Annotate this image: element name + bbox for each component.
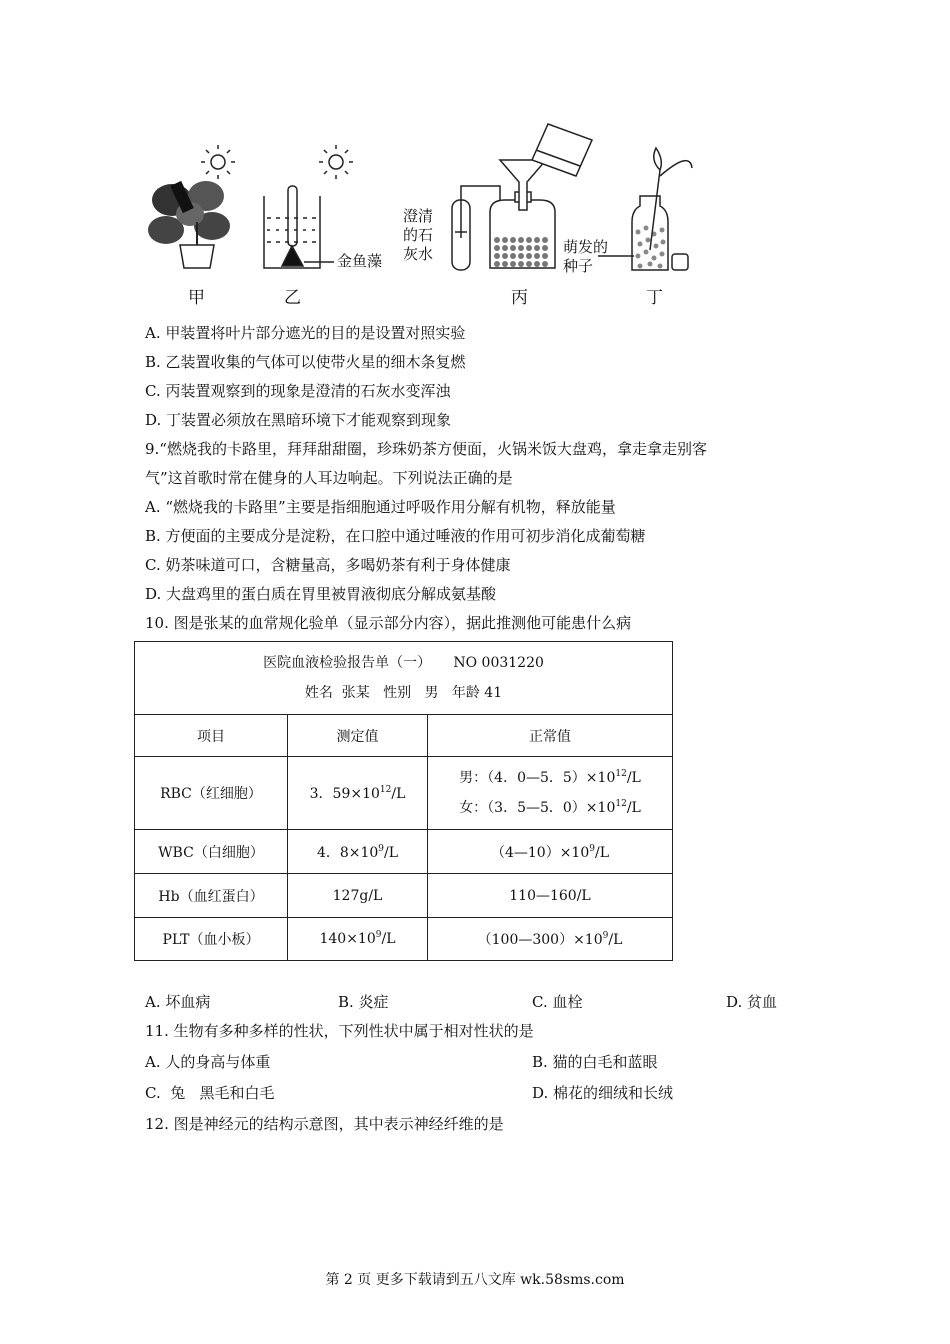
seed-label: 萌发的 种子	[563, 238, 609, 275]
plt-value: $140\times 10^9/L$	[288, 918, 428, 961]
plt-normal: $(100—300)\times 10^9/L$	[428, 918, 673, 961]
q9-stem-line2: 气”这首歌时常在健身的人耳边响起。下列说法正确的是	[145, 469, 513, 487]
q9-option-a: A. “燃烧我的卡路里”主要是指细胞通过呼吸作用分解有机物，释放能量	[145, 498, 616, 516]
table-row	[135, 830, 673, 874]
q11-option-d: D. 棉花的细绒和长绒	[532, 1084, 674, 1102]
algae-label: 金鱼藻	[337, 252, 383, 270]
wbc-normal: $(4—10)\times 10^9/L$	[428, 830, 673, 874]
sun-icon	[319, 145, 353, 179]
potted-plant-illustration	[148, 181, 230, 268]
col-header-value: 测定值	[288, 715, 428, 757]
q10-stem: 10. 图是张某的血常规化验单（显示部分内容），据此推测他可能患什么病	[145, 614, 632, 632]
q9-option-d: D. 大盘鸡里的蛋白质在胃里被胃液彻底分解成氨基酸	[145, 585, 497, 603]
q9-stem-line1: 9.“燃烧我的卡路里，拜拜甜甜圈，珍珠奶茶方便面，火锅米饭大盘鸡，拿走拿走别客	[145, 440, 707, 458]
page-footer: 第 2 页 更多下载请到五八文库 wk.58sms.com	[325, 1272, 625, 1288]
rbc-normal-female: 女：（3．5—5．$0)\times 10^{12}/L$	[459, 799, 641, 816]
plt-item: PLT（血小板）	[135, 918, 288, 961]
report-title: 医院血液检验报告单（一） NO 0031220	[263, 655, 544, 671]
wbc-value: 4．$8\times 10^9/L$	[288, 830, 428, 874]
figure-label-ding: 丁	[646, 288, 663, 308]
q8-option-a: A. 甲装置将叶片部分遮光的目的是设置对照实验	[145, 324, 466, 342]
q11-option-b: B. 猫的白毛和蓝眼	[532, 1053, 658, 1071]
beaker-algae-illustration	[264, 186, 334, 268]
q10-option-b: B. 炎症	[338, 993, 389, 1011]
bottle-seeds-illustration	[598, 148, 692, 270]
table-row	[135, 757, 673, 830]
figure-label-jia: 甲	[188, 288, 205, 308]
wbc-item: WBC（白细胞）	[135, 830, 288, 874]
rbc-value: 3．$59\times 10^{12}/L$	[288, 757, 428, 830]
table-row	[135, 874, 673, 918]
q10-option-d: D. 贫血	[726, 993, 778, 1011]
hb-normal: 110—160/L	[428, 874, 673, 918]
q10-option-a: A. 坏血病	[145, 993, 211, 1011]
report-header	[135, 642, 673, 715]
limewater-label: 澄清 的石 灰水	[403, 207, 434, 263]
q9-option-c: C. 奶茶味道可口，含糖量高，多喝奶茶有利于身体健康	[145, 556, 511, 574]
report-patient: 姓名 张某 性别 男 年龄 41	[304, 685, 503, 701]
hb-value: 127g/L	[288, 874, 428, 918]
figure-label-bing: 丙	[511, 288, 528, 308]
rbc-item: RBC（红细胞）	[135, 757, 288, 830]
table-row	[135, 918, 673, 961]
q9-option-b: B. 方便面的主要成分是淀粉，在口腔中通过唾液的作用可初步消化成葡萄糖	[145, 527, 646, 545]
rbc-normal-male: 男：（4．0—5．$5)\times 10^{12}/L$	[459, 769, 641, 786]
col-header-normal: 正常值	[428, 715, 673, 757]
q8-option-d: D. 丁装置必须放在黑暗环境下才能观察到现象	[145, 411, 452, 429]
q10-option-c: C. 血栓	[532, 993, 583, 1011]
rbc-normal	[428, 757, 673, 830]
hb-item: Hb（血红蛋白）	[135, 874, 288, 918]
q11-option-c: C. 兔 黑毛和白毛	[145, 1084, 275, 1102]
q8-option-c: C. 丙装置观察到的现象是澄清的石灰水变浑浊	[145, 382, 451, 400]
q11-stem: 11. 生物有多种多样的性状，下列性状中属于相对性状的是	[145, 1022, 534, 1040]
q8-option-b: B. 乙装置收集的气体可以使带火星的细木条复燃	[145, 353, 466, 371]
q11-option-a: A. 人的身高与体重	[145, 1053, 271, 1071]
blood-test-report	[134, 641, 673, 961]
col-header-item: 项目	[135, 715, 288, 757]
experiment-figure	[0, 0, 950, 310]
q12-stem: 12. 图是神经元的结构示意图，其中表示神经纤维的是	[145, 1115, 504, 1133]
sun-icon	[201, 145, 235, 179]
figure-label-yi: 乙	[284, 288, 301, 308]
